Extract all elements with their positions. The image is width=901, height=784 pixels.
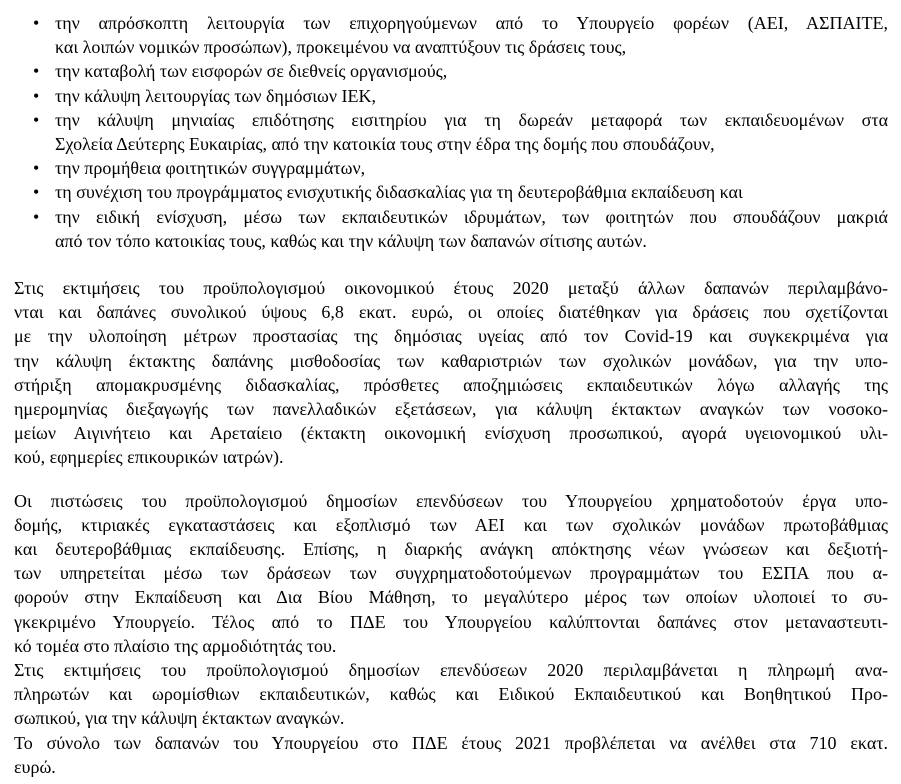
text-line: την κάλυψη λειτουργίας των δημόσιων ΙΕΚ, xyxy=(55,85,377,106)
bullet-text xyxy=(55,108,888,156)
bullet-text xyxy=(55,156,888,180)
text-line: φορούν στην Εκπαίδευση και Δια Βίου Μάθηση, το μεγαλύτερο μέρος των οποίων υλοποιεί το συ- xyxy=(14,587,888,608)
text-line: πληρωτών και ωρομίσθιων εκπαιδευτικών, καθώς και Ειδικού Εκπαιδευτικού και Βοηθητικού Προ- xyxy=(14,684,888,705)
text-line: κού, εφημερίες επικουρικών ιατρών). xyxy=(14,447,284,468)
text-line: δομής, κτιριακές εγκαταστάσεις και εξοπλισμό των ΑΕΙ και των σχολικών μονάδων πρωτοβάθμιας xyxy=(14,514,888,535)
bullet-icon: • xyxy=(33,13,40,33)
bullet-icon: • xyxy=(33,206,40,227)
text-line: την κάλυψη μηνιαίας επιδότησης εισιτηρίου για τη δωρεάν μεταφορά των εκπαιδευομένων στα xyxy=(55,109,888,130)
bullet-text xyxy=(55,59,888,83)
text-line: Το σύνολο των δαπανών του Υπουργείου στο ΠΔΕ έτους 2021 προβλέπεται να ανέλθει στα 710 εκατ. xyxy=(14,732,888,753)
bullet-icon: • xyxy=(33,158,40,179)
list-item xyxy=(14,156,888,180)
text-line: την προμήθεια φοιτητικών συγγραμμάτων, xyxy=(55,158,366,179)
text-line: Στις εκτιμήσεις του προϋπολογισμού οικονομικού έτους 2020 μεταξύ άλλων δαπανών περιλαμβάνο- xyxy=(14,278,888,299)
paragraph xyxy=(14,489,888,658)
text-line: σωπικού, για την κάλυψη έκτακτων αναγκών. xyxy=(14,708,345,729)
bullet-icon: • xyxy=(33,61,40,82)
bullet-text xyxy=(55,205,888,253)
bullet-text xyxy=(55,180,888,204)
text-line: νται και δαπάνες συνολικού ύψους 6,8 εκατ. ευρώ, οι οποίες διατέθηκαν για δράσεις που σχετίζονται xyxy=(14,302,888,323)
text-line: και λοιπών νομικών προσώπων), προκειμένου να αναπτύξουν τις δράσεις τους, xyxy=(55,37,627,58)
text-line: ημερομηνίας διεξαγωγής των πανελλαδικών εξετάσεων, για κάλυψη έκτακτων αναγκών των νοσοκο- xyxy=(14,399,888,420)
bullet-text xyxy=(55,84,888,108)
list-item xyxy=(14,108,888,156)
text-line: από τον τόπο κατοικίας τους, καθώς και την κάλυψη των δαπανών σίτισης αυτών. xyxy=(55,230,647,251)
bullet-text xyxy=(55,11,888,59)
bullet-list xyxy=(14,11,888,253)
list-item xyxy=(14,180,888,204)
bullet-icon: • xyxy=(33,182,40,203)
list-item xyxy=(14,11,888,59)
paragraph xyxy=(14,731,888,779)
text-line: μείων Αιγινήτειο και Αρεταίειο (έκτακτη οικονομική ενίσχυση προσωπικού, αγορά υγειονομικού υλι- xyxy=(14,423,888,444)
list-item xyxy=(14,84,888,108)
text-line: ευρώ. xyxy=(14,756,56,777)
text-line: και δευτεροβάθμιας εκπαίδευσης. Επίσης, η διαρκής ανάγκη απόκτησης νέων γνώσεων και δεξιοτή- xyxy=(14,539,888,560)
text-line: Σχολεία Δεύτερης Ευκαιρίας, από την κατοικία τους στην έδρα της δομής που σπουδάζουν, xyxy=(55,134,715,155)
text-line: στήριξη απομακρυσμένης διδασκαλίας, πρόσθετες αποζημιώσεις εκπαιδευτικών λόγω αλλαγής της xyxy=(14,374,888,395)
text-line: την ειδική ενίσχυση, μέσω των εκπαιδευτικών ιδρυμάτων, των φοιτητών που σπουδάζουν μακριά xyxy=(55,206,888,227)
text-line: την κάλυψη έκτακτης δαπάνης μισθοδοσίας των καθαριστριών των σχολικών μονάδων, για την υπο- xyxy=(14,350,888,371)
text-line: των υπηρετείται μέσω των δράσεων των συγχρηματοδοτούμενων προγραμμάτων του ΕΣΠΑ που α- xyxy=(14,563,888,584)
bullet-icon: • xyxy=(33,109,40,130)
text-line: Στις εκτιμήσεις του προϋπολογισμού δημοσίων επενδύσεων 2020 περιλαμβάνεται η πληρωμή ανα- xyxy=(14,660,888,681)
list-item xyxy=(14,59,888,83)
text-line: κό τομέα στο πλαίσιο της αρμοδιότητάς του. xyxy=(14,635,337,656)
body-paragraphs xyxy=(14,276,888,779)
text-line: Οι πιστώσεις του προϋπολογισμού δημοσίων επενδύσεων του Υπουργείου χρηματοδοτούν έργα υπο- xyxy=(14,490,888,511)
text-line: την καταβολή των εισφορών σε διεθνείς οργανισμούς, xyxy=(55,61,448,82)
text-line: τη συνέχιση του προγράμματος ενισχυτικής διδασκαλίας για τη δευτεροβάθμια εκπαίδευση και xyxy=(55,182,743,203)
bullet-icon: • xyxy=(33,85,40,106)
text-line: γκεκριμένο Υπουργείο. Τέλος από το ΠΔΕ του Υπουργείου καλύπτονται δαπάνες στον μεταναστευτι- xyxy=(14,611,888,632)
paragraph xyxy=(14,276,888,470)
paragraph xyxy=(14,658,888,731)
text-line: με την υλοποίηση μέτρων προστασίας της δημόσιας υγείας από τον Covid-19 και συγκεκριμένα για xyxy=(14,326,888,347)
text-line: την απρόσκοπτη λειτουργία των επιχορηγούμενων από το Υπουργείο φορέων (ΑΕΙ, ΑΣΠΑΙΤΕ, xyxy=(55,13,888,33)
list-item xyxy=(14,205,888,253)
